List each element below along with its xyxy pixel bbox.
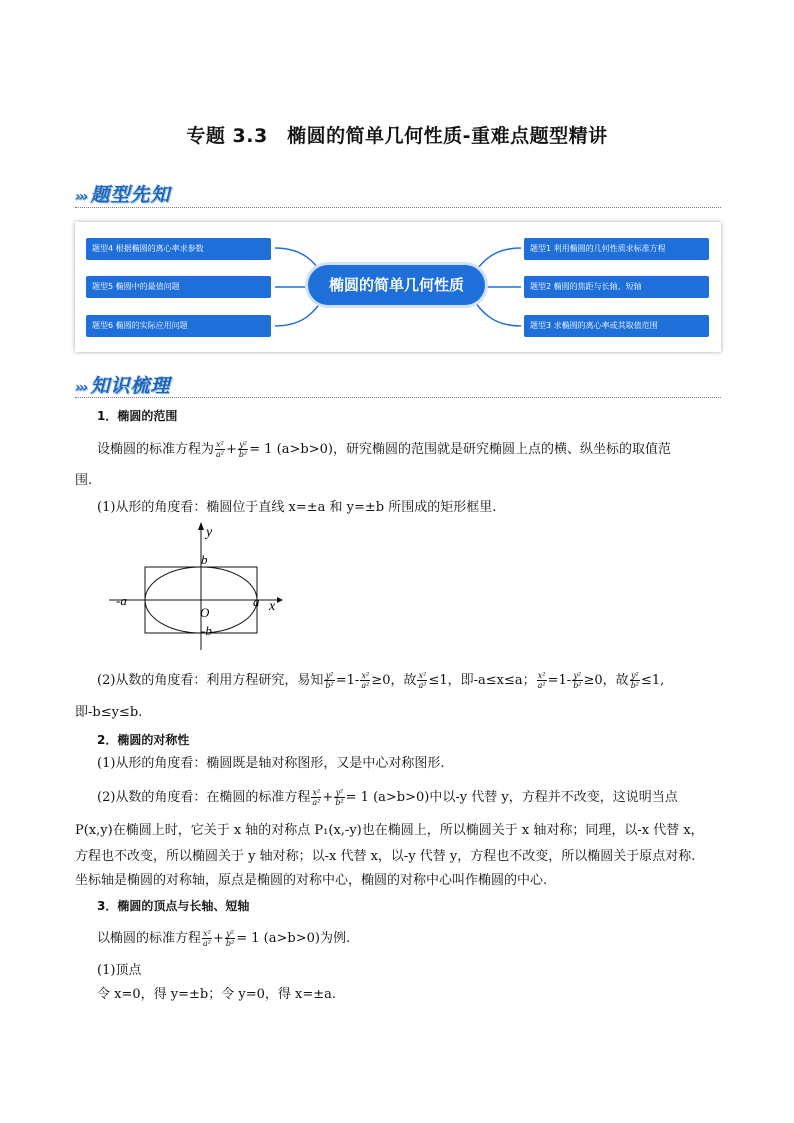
paragraph: 令 x=0，得 y=±b；令 y=0，得 x=±a. bbox=[97, 987, 336, 1002]
triple-arrow-icon: ››› bbox=[75, 380, 87, 396]
paragraph: 即-b≤y≤b. bbox=[75, 705, 143, 720]
section-heading: 2．椭圆的对称性 bbox=[97, 733, 190, 747]
section-heading: 1．椭圆的范围 bbox=[97, 409, 178, 423]
paragraph: (2)从数的角度看：利用方程研究，易知 $\frac{\text{y²}}{\text{b²}}$ =1- $\frac{\text{x²}}{\text{a²}}$ ≥0，故 $\frac{\text{x²}}{\text{a²}}$ ≤1，即-a≤x≤a； $\frac{\text{x²}}{\text{a²}}$ =1- $\frac{\text{y²}}{\text{b²}}$ ≥0，故 $\frac{\text{y²}}{\text{b²}}$ ≤1, bbox=[97, 671, 665, 690]
label-neg-a: -a bbox=[116, 593, 127, 608]
y-axis-label: y bbox=[206, 525, 213, 540]
paragraph: (1)顶点 bbox=[97, 963, 142, 978]
paragraph: 方程也不改变，所以椭圆关于 y 轴对称；以-x 代替 x，以-y 代替 y，方程也不改变，所以椭圆关于原点对称. bbox=[75, 849, 696, 864]
paragraph: (1)从形的角度看：椭圆位于直线 x=±a 和 y=±b 所围成的矩形框里. bbox=[97, 500, 497, 515]
banner-label: 知识梳理 bbox=[90, 375, 171, 397]
paragraph: 设椭圆的标准方程为 $\frac{\text{x²}}{\text{a²}}$ + $\frac{\text{y²}}{\text{b²}}$ = 1 (a>b>0)，研究椭圆的范围就是研究椭圆上点的横、纵坐标的取值范 bbox=[97, 440, 671, 459]
divider bbox=[75, 207, 721, 208]
triple-arrow-icon: ››› bbox=[75, 189, 87, 205]
x-axis-label: x bbox=[269, 599, 276, 614]
topic-pill-6: 题型6 椭圆的实际应用问题 bbox=[86, 315, 271, 337]
paragraph: 以椭圆的标准方程 $\frac{\text{x²}}{\text{a²}}$ + $\frac{\text{y²}}{\text{b²}}$ = 1 (a>b>0)为例. bbox=[97, 929, 351, 948]
section-banner-preview bbox=[75, 180, 170, 207]
label-origin: O bbox=[200, 605, 210, 620]
paragraph: P(x,y)在椭圆上时，它关于 x 轴的对称点 P₁(x,-y)也在椭圆上，所以椭圆关于 x 轴对称；同理，以-x 代替 x， bbox=[75, 823, 704, 838]
banner-label: 题型先知 bbox=[90, 184, 171, 206]
ellipse-figure bbox=[105, 520, 285, 655]
label-b: b bbox=[201, 552, 208, 567]
paragraph: 围. bbox=[75, 473, 93, 488]
topic-pill-2: 题型2 椭圆的焦距与长轴、短轴 bbox=[524, 276, 709, 298]
mind-map-center: 椭圆的简单几何性质 bbox=[308, 265, 485, 305]
divider bbox=[75, 397, 721, 398]
paragraph: 坐标轴是椭圆的对称轴，原点是椭圆的对称中心，椭圆的对称中心叫作椭圆的中心. bbox=[75, 873, 548, 888]
topic-pill-1: 题型1 利用椭圆的几何性质求标准方程 bbox=[524, 238, 709, 260]
page-title: 专题 3.3 椭圆的简单几何性质-重难点题型精讲 bbox=[186, 125, 608, 147]
paragraph: (2)从数的角度看：在椭圆的标准方程 $\frac{\text{x²}}{\text{a²}}$ + $\frac{\text{y²}}{\text{b²}}$ = 1 (a>b>0)中以-y 代替 y，方程并不改变，这说明当点 bbox=[97, 788, 678, 807]
paragraph: (1)从形的角度看：椭圆既是轴对称图形，又是中心对称图形. bbox=[97, 756, 445, 771]
label-neg-b: -b bbox=[201, 623, 212, 638]
mind-map bbox=[75, 222, 721, 352]
topic-pill-4: 题型4 根据椭圆的离心率求参数 bbox=[86, 238, 271, 260]
section-heading: 3．椭圆的顶点与长轴、短轴 bbox=[97, 899, 250, 913]
topic-pill-3: 题型3 求椭圆的离心率或其取值范围 bbox=[524, 315, 709, 337]
section-banner-knowledge bbox=[75, 371, 170, 398]
topic-pill-5: 题型5 椭圆中的最值问题 bbox=[86, 276, 271, 298]
label-a: a bbox=[253, 594, 260, 609]
